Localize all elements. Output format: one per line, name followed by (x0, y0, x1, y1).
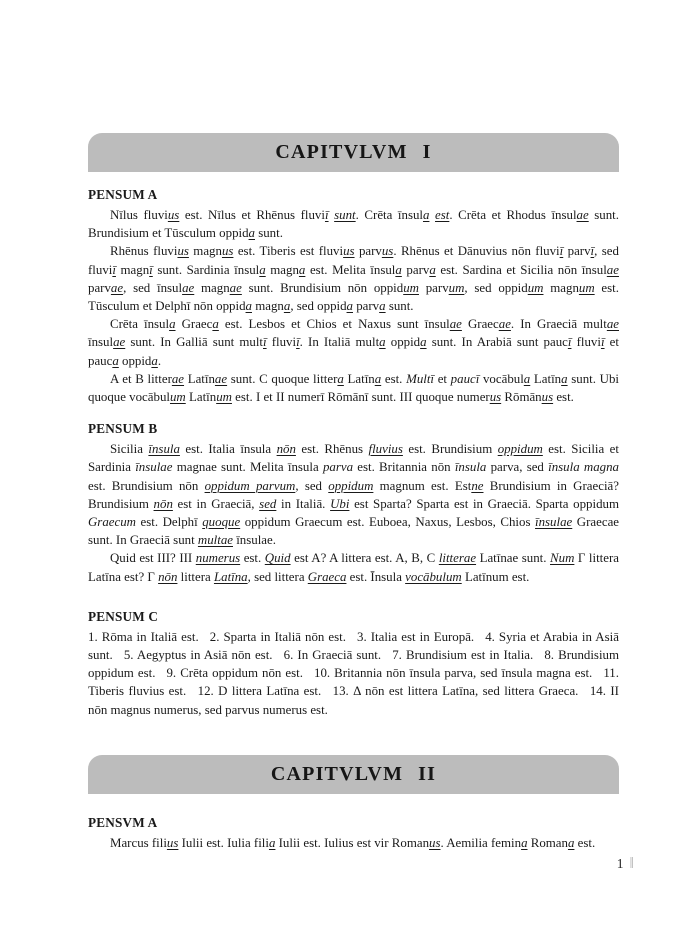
numbered-sentence (314, 666, 592, 680)
sentence-text: Brundisium oppidum est. (88, 648, 620, 681)
sentence-number: 10. (314, 666, 331, 681)
sentence-text: Britannia nōn īnsula parva, sed īnsula magna est. (334, 666, 593, 681)
numbered-sentence (284, 648, 382, 662)
page-footer (617, 855, 634, 873)
sentence-text: Δ nōn est littera Latīna, sed littera Graeca. (353, 684, 579, 699)
sentence-number: 6. (283, 648, 294, 663)
sentence-number: 13. (332, 684, 349, 699)
pensum-c-heading: PENSUM C (88, 608, 159, 624)
numbered-sentence (198, 684, 322, 698)
sentence-text: Italia est in Europā. (370, 629, 475, 644)
sentence-number: 8. (544, 648, 555, 663)
sentence-number: 1. (88, 629, 98, 644)
numbered-sentence (333, 684, 579, 698)
sentence-text: Tiberis fluvius est. (88, 684, 187, 699)
sentence-number: 12. (197, 684, 214, 699)
sentence-text: Syria et Arabia in Asiā sunt. (88, 629, 619, 663)
numbered-sentence (124, 648, 273, 662)
chapter-2-header (88, 755, 619, 794)
sentence-number: 2. (209, 629, 220, 644)
sentence-number: 3. (357, 629, 367, 644)
numbered-sentence (88, 630, 199, 644)
sentence-text: Brundisium est in Italia. (406, 648, 534, 663)
pensum-b-paragraph-1: Sicilia īnsula est. Italia īnsula nōn est. Rhēnus fluvius est. Brundisium oppidum est. Sicilia et Sardinia īnsulae magnae sunt. Melita īnsula parva est. Britannia nōn īnsula parva, sed īnsula magna est. Brundisium nōn oppidum parvum, sed oppidum magnum est. Estne Brundisium in Graeciā? Brundisium nōn est in Graeciā, sed in Italiā. Ubi est Sparta? Sparta est in Graeciā. Sparta oppidum Graecum est. Delphī quoque oppidum Graecum est. Euboea, Naxus, Lesbos, Chios īnsulae Graecae sunt. In Graeciā sunt multae īnsulae. (88, 442, 620, 548)
chapter-1-pensum-b (88, 421, 619, 586)
chapter-2-pensum-a-paragraph-1: Marcus filius Iulii est. Iulia filia Iulii est. Iulius est vir Romanus. Aemilia femina Romana est. (110, 835, 596, 850)
pensum-c-sentences (88, 628, 619, 719)
page-content (88, 133, 619, 852)
sentence-number: 7. (392, 648, 402, 663)
chapter-1-numeral: I (422, 141, 432, 163)
sentence-text: Aegyptus in Asiā nōn est. (136, 648, 273, 663)
chapter-2-pensum-a (88, 815, 619, 852)
sentence-number: 14. (589, 684, 606, 699)
sentence-text: D littera Latīna est. (218, 684, 322, 699)
sentence-text: Crēta oppidum nōn est. (180, 666, 303, 681)
numbered-sentence (166, 666, 302, 680)
sentence-number: 11. (603, 666, 619, 681)
numbered-sentence (392, 648, 533, 662)
sentence-text: In Graeciā sunt. (297, 648, 382, 663)
chapter-1-pensum-c (88, 609, 619, 719)
pensum-b-heading: PENSUM B (88, 421, 158, 437)
pensum-b-paragraph-2: Quid est III? III numerus est. Quid est A? A littera est. A, B, C litterae Latīnae sunt. Num Γ littera Latīna est? Γ nōn littera Latīna, sed littera Graeca est. Īnsula vocābulum Latīnum est. (88, 551, 619, 584)
pensum-a-paragraph-3: Crēta īnsula Graeca est. Lesbos et Chios et Naxus sunt īnsulae Graecae. In Graeciā multae īnsulae sunt. In Galliā sunt multī fluviī. In Italiā multa oppida sunt. In Arabiā sunt paucī fluviī et pauca oppida. (88, 317, 619, 368)
pensum-a-paragraph-4: A et B litterae Latīnae sunt. C quoque littera Latīna est. Multī et paucī vocābula Latīna sunt. Ubi quoque vocābulum Latīnum est. I et II numerī Rōmānī sunt. III quoque numerus Rōmānus est. (88, 371, 619, 405)
chapter-2-title: CAPITVLVM (270, 762, 404, 785)
chapter-2-numeral: II (418, 762, 437, 785)
sentence-number: 5. (123, 648, 134, 663)
chapter-1-pensum-a (88, 187, 619, 406)
sentence-text: Rōma in Italiā est. (101, 629, 199, 644)
page-margin-mark: ‖ (629, 855, 634, 872)
pensum-a-paragraph-2: Rhēnus fluvius magnus est. Tiberis est fluvius parvus. Rhēnus et Dānuvius nōn fluviī parvī, sed fluviī magnī sunt. Sardinia īnsula magna est. Melita īnsula parva est. Sardina et Sicilia nōn īnsulae parvae, sed īnsulae magnae sunt. Brundisium nōn oppidum parvum, sed oppidum magnum est. Tūsculum et Delphī nōn oppida magna, sed oppida parva sunt. (88, 244, 619, 314)
chapter-2-pensum-a-heading: PENSVM A (88, 814, 158, 830)
numbered-sentence (210, 630, 346, 644)
chapter-1-title: CAPITVLVM (275, 141, 408, 163)
pensum-a-paragraph-1: Nīlus fluvius est. Nīlus et Rhēnus fluviī sunt. Crēta īnsula est. Crēta et Rhodus īnsulae sunt. Brundisium et Tūsculum oppida sunt. (88, 208, 619, 241)
page-number: 1 (616, 856, 624, 871)
numbered-sentence (357, 630, 474, 644)
sentence-text: II nōn magnus numerus, sed parvus numerus est. (88, 684, 619, 717)
sentence-text: Sparta in Italiā nōn est. (223, 629, 346, 644)
sentence-number: 4. (485, 629, 495, 644)
pensum-a-heading: PENSUM A (88, 187, 158, 202)
chapter-1-header (88, 133, 619, 172)
sentence-number: 9. (166, 666, 177, 681)
